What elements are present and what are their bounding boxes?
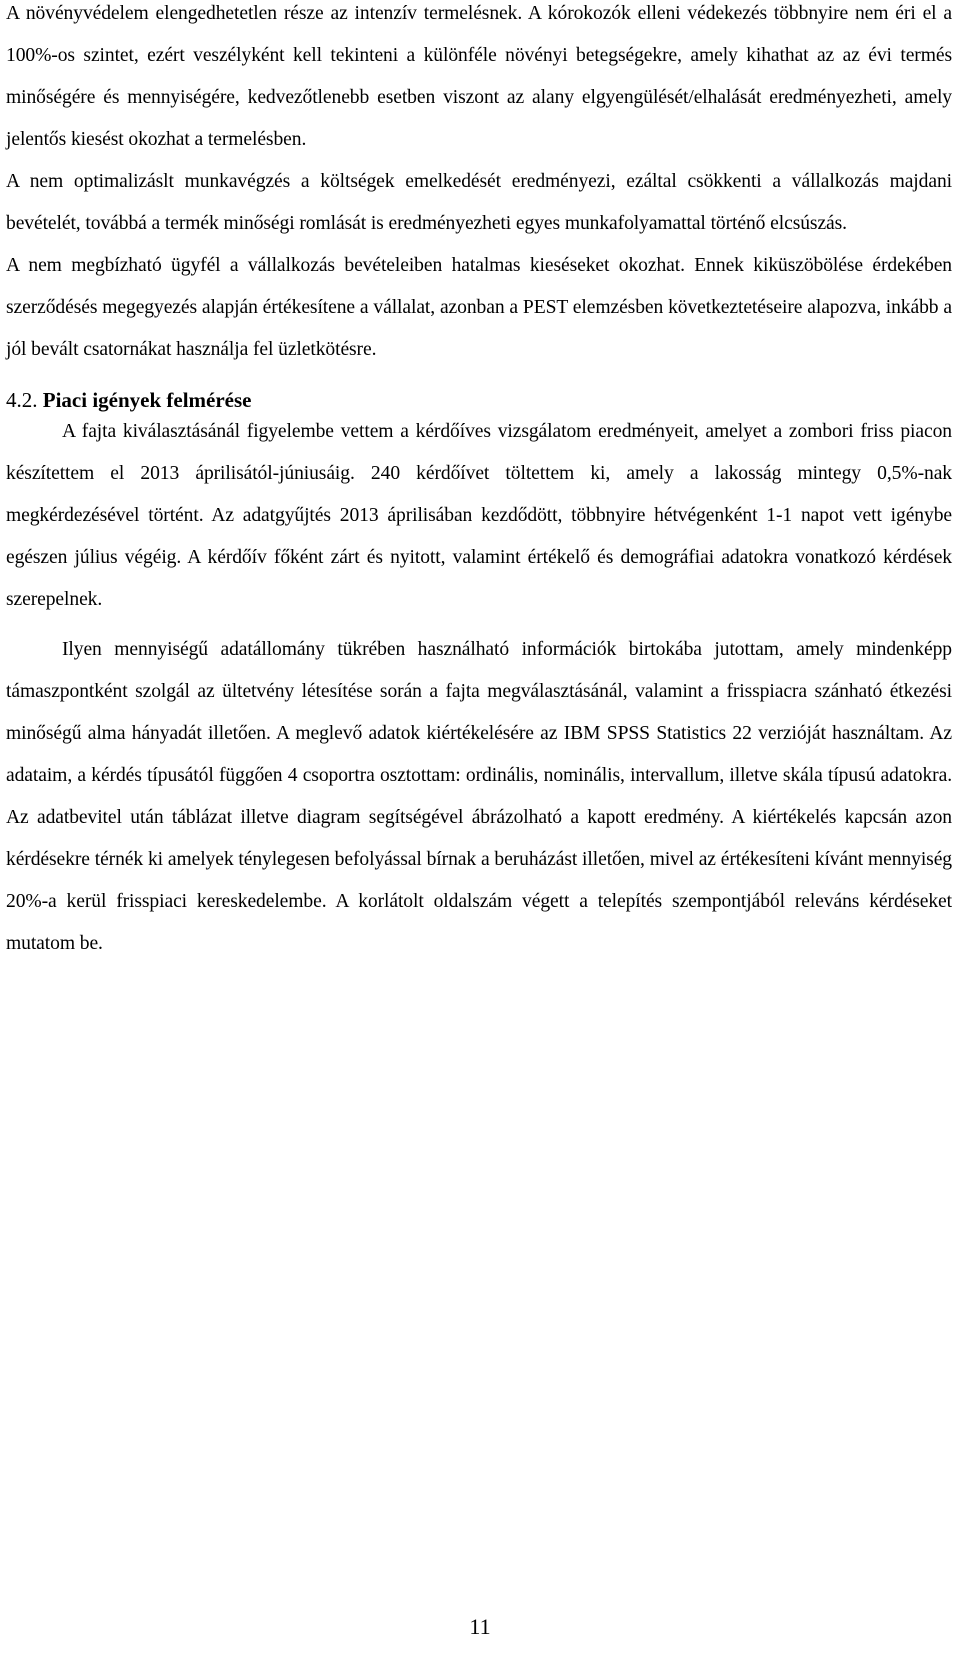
paragraph-plant-protection: A növényvédelem elengedhetetlen része az intenzív termelésnek. A kórokozók elleni védekezés többnyire nem éri el a 100%-os szintet, ezért veszélyként kell tekinteni a különféle növényi betegségekre, amely kihathat az az évi termés minőségére és mennyiségére, kedvezőtlenebb esetben viszont az alany elgyengülését/elhalását eredményezheti, amely jelentős kiesést okozhat a termelésben. bbox=[6, 3, 952, 150]
paragraph-data-analysis: Ilyen mennyiségű adatállomány tükrében használható információk birtokába jutottam, amely mindenképp támaszpontként szolgál az ültetvény létesítése során a fajta megválasztásánál, valamint a frisspiacra szánható étkezési minőségű alma hányadát illetően. A meglevő adatok kiértékelésére az IBM SPSS Statistics 22 verzióját használtam. Az adataim, a kérdés típusától függően 4 csoportra osztottam: ordinális, nominális, intervallum, illetve skála típusú adatokra. Az adatbevitel után táblázat illetve diagram segítségével ábrázolható a kapott eredmény. A kiértékelés kapcsán azon kérdésekre térnék ki amelyek ténylegesen befolyással bírnak a beruházást illetően, mivel az értékesíteni kívánt mennyiség 20%-a kerül frisspiaci kereskedelembe. A korlátolt oldalszám végett a telepítés szempontjából releváns kérdéseket mutatom be. bbox=[6, 639, 952, 954]
section-number: 4.2. bbox=[6, 388, 38, 412]
paragraph-variety-selection: A fajta kiválasztásánál figyelembe vettem a kérdőíves vizsgálatom eredményeit, amelyet a zombori friss piacon készítettem el 2013 áprilisától-júniusáig. 240 kérdőívet töltettem ki, amely a lakosság mintegy 0,5%-nak megkérdezésével történt. Az adatgyűjtés 2013 áprilisában kezdődött, többnyire hétvégenként 1-1 napot vett igénybe egészen július végéig. A kérdőív főként zárt és nyitott, valamint értékelő és demográfiai adatokra vonatkozó kérdések szerepelnek. bbox=[6, 421, 952, 610]
paragraph-unreliable-client: A nem megbízható ügyfél a vállalkozás bevételeiben hatalmas kieséseket okozhat. Ennek kiküszöbölése érdekében szerződésés megegyezés alapján értékesítene a vállalat, azonban a PEST elemzésben következtetéseire alapozva, inkább a jól bevált csatornákat használja fel üzletkötésre. bbox=[6, 255, 952, 360]
paragraph-spacer bbox=[6, 621, 952, 629]
page-number: 11 bbox=[469, 1614, 491, 1639]
section-title: Piaci igények felmérése bbox=[42, 388, 252, 412]
paragraph-work-optimization: A nem optimalizáslt munkavégzés a költségek emelkedését eredményezi, ezáltal csökkenti a vállalkozás majdani bevételét, továbbá a termék minőségi romlását is eredményezheti egyes munkafolyamattal történő elcsúszás. bbox=[6, 171, 952, 234]
